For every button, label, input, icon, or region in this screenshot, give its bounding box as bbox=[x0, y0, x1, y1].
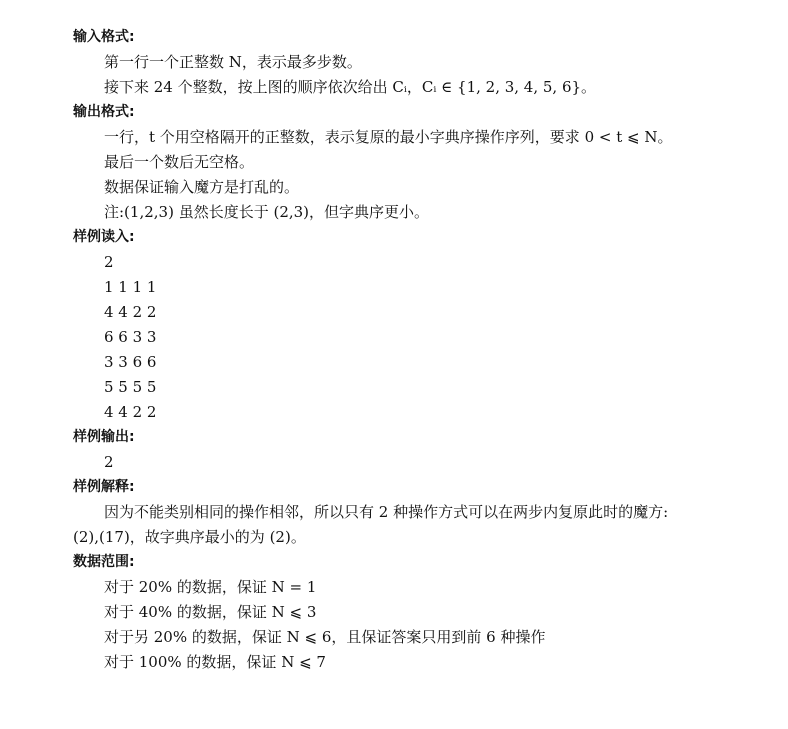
input-format-heading: 输入格式: bbox=[73, 29, 135, 45]
output-line-3: 数据保证输入魔方是打乱的。 bbox=[104, 178, 300, 196]
output-line-1: 一行，t 个用空格隔开的正整数，表示复原的最小字典序操作序列，要求 0 < t ⩽ N。 bbox=[104, 128, 673, 146]
sample-explanation-line-2: (2),(17)，故字典序最小的为 (2)。 bbox=[73, 528, 306, 546]
sample-input-heading: 样例读入: bbox=[73, 229, 135, 245]
sample-output-heading: 样例输出: bbox=[73, 429, 135, 445]
data-range-heading: 数据范围: bbox=[73, 554, 135, 570]
sample-input-line: 6 6 3 3 bbox=[104, 328, 157, 346]
input-line-2: 接下来 24 个整数，按上图的顺序依次给出 Cᵢ，Cᵢ ∈ {1, 2, 3, 4, 5, 6}。 bbox=[104, 78, 597, 96]
data-range-line-3: 对于另 20% 的数据，保证 N ⩽ 6，且保证答案只用到前 6 种操作 bbox=[104, 628, 546, 646]
sample-input-line: 3 3 6 6 bbox=[104, 353, 157, 371]
sample-input-line: 4 4 2 2 bbox=[104, 303, 157, 321]
output-line-2: 最后一个数后无空格。 bbox=[104, 153, 255, 171]
data-range-line-1: 对于 20% 的数据，保证 N = 1 bbox=[104, 578, 317, 596]
sample-input-line: 4 4 2 2 bbox=[104, 403, 157, 421]
sample-output-line: 2 bbox=[104, 453, 114, 471]
data-range-line-2: 对于 40% 的数据，保证 N ⩽ 3 bbox=[104, 603, 317, 621]
input-line-1: 第一行一个正整数 N，表示最多步数。 bbox=[104, 53, 362, 71]
sample-input-line: 1 1 1 1 bbox=[104, 278, 157, 296]
sample-input-line: 2 bbox=[104, 253, 114, 271]
sample-explanation-heading: 样例解释: bbox=[73, 479, 135, 495]
sample-input-line: 5 5 5 5 bbox=[104, 378, 157, 396]
output-format-heading: 输出格式: bbox=[73, 104, 135, 120]
data-range-line-4: 对于 100% 的数据，保证 N ⩽ 7 bbox=[104, 653, 326, 671]
output-line-4: 注:(1,2,3) 虽然长度长于 (2,3)，但字典序更小。 bbox=[104, 203, 430, 221]
sample-explanation-line-1: 因为不能类别相同的操作相邻，所以只有 2 种操作方式可以在两步内复原此时的魔方: bbox=[104, 503, 669, 521]
